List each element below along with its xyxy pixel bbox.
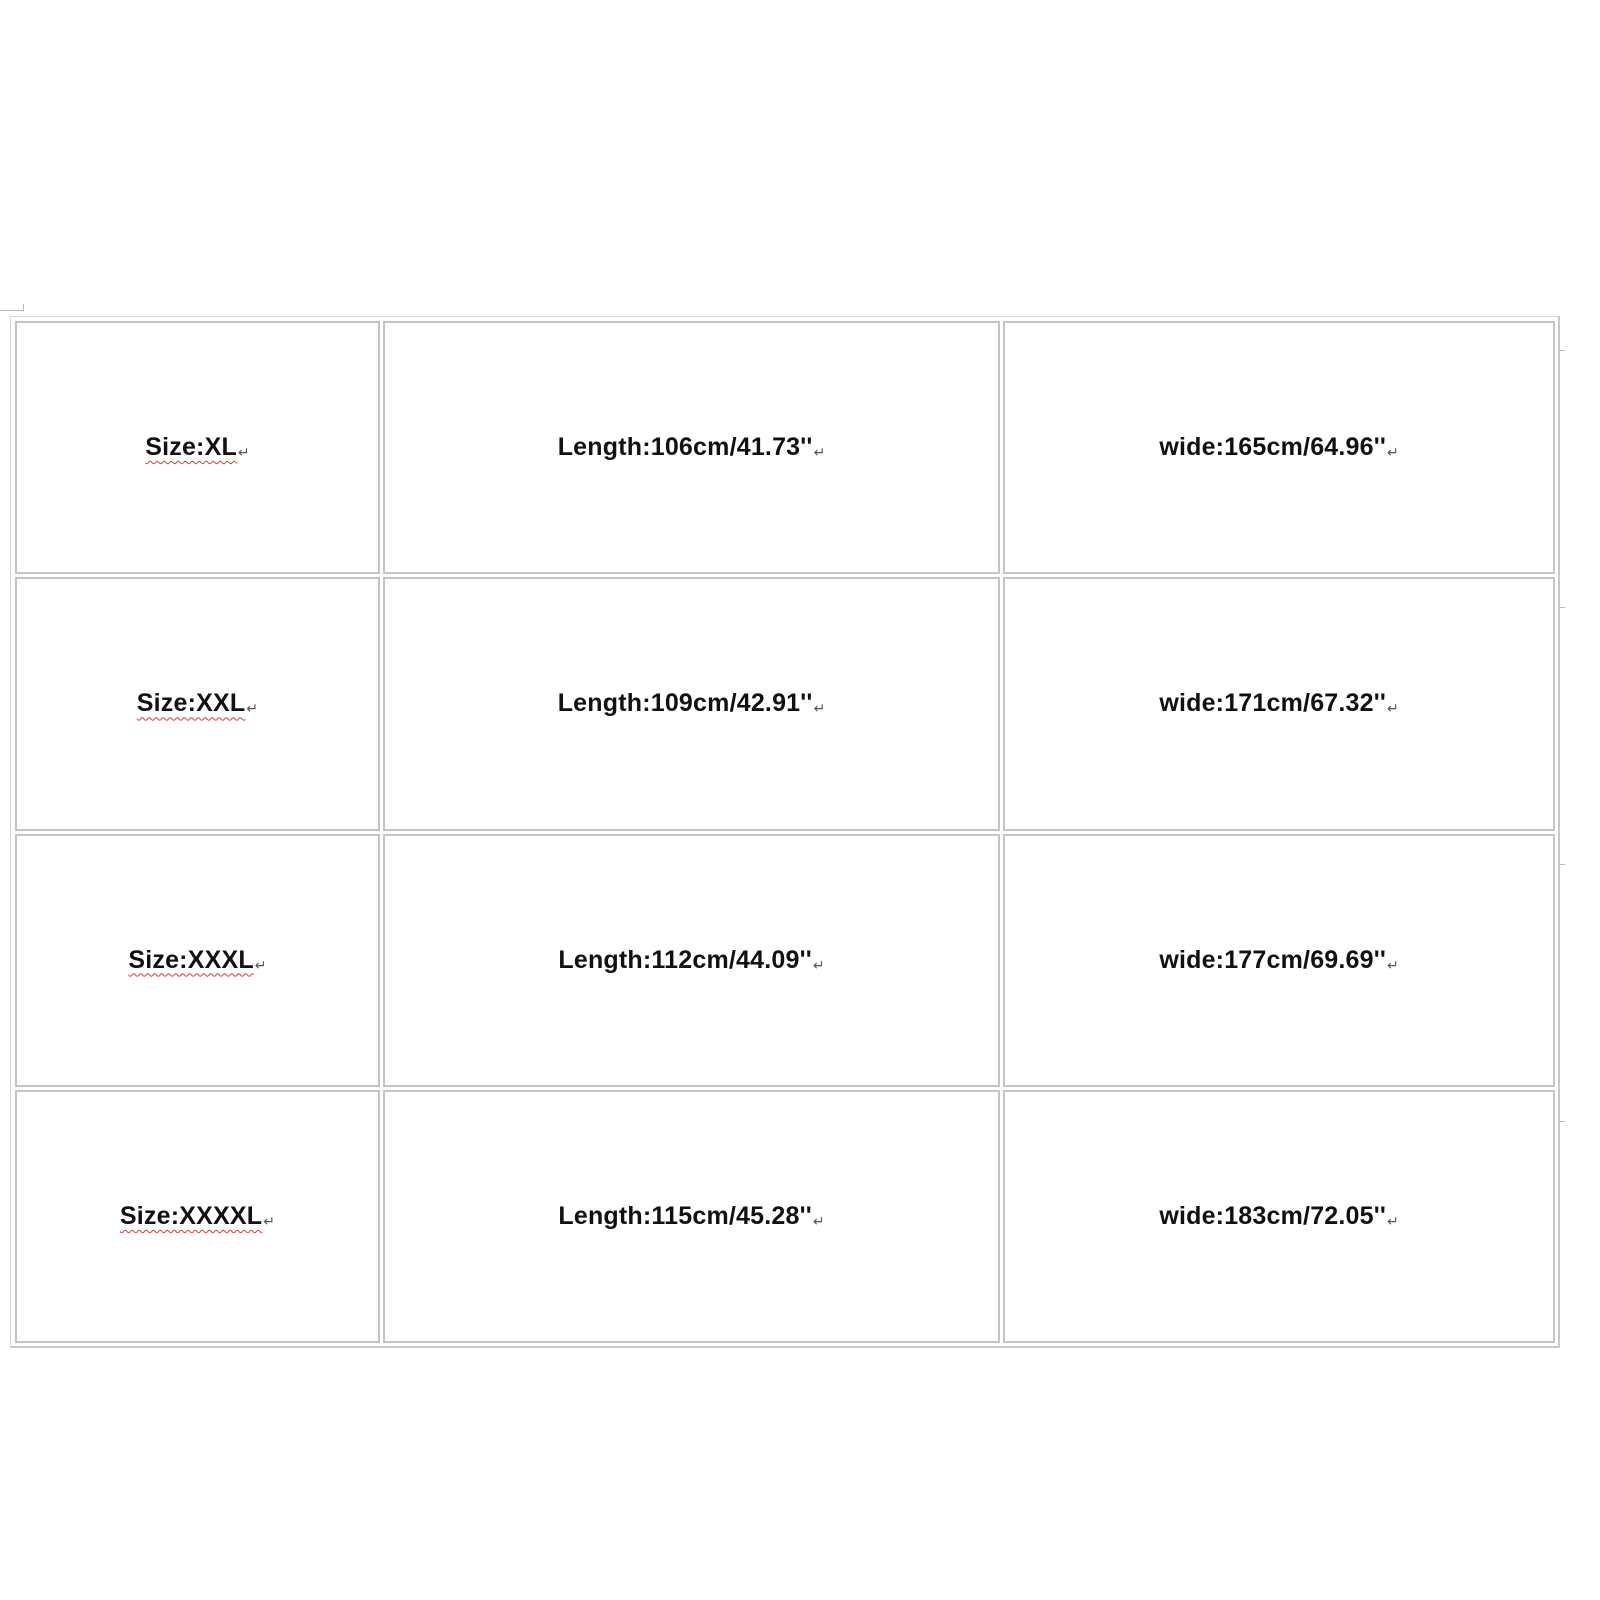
wide-label: wide:183cm/72.05'' <box>1159 1201 1387 1230</box>
size-cell[interactable] <box>15 577 380 830</box>
table-row <box>15 834 1555 1087</box>
paragraph-mark-icon: ↵ <box>254 956 267 973</box>
paragraph-mark-icon: ↵ <box>237 444 250 461</box>
row-edge-tick <box>1560 864 1565 865</box>
length-label: Length:106cm/41.73'' <box>557 433 813 462</box>
length-cell[interactable] <box>383 834 1000 1087</box>
length-cell[interactable] <box>383 1090 1000 1343</box>
size-label: Size:XL <box>145 433 237 462</box>
table-corner-marker <box>0 310 24 311</box>
paragraph-mark-icon: ↵ <box>813 444 826 461</box>
wide-label: wide:165cm/64.96'' <box>1159 433 1387 462</box>
paragraph-mark-icon: ↵ <box>1387 444 1399 461</box>
paragraph-mark-icon: ↵ <box>812 1212 825 1229</box>
paragraph-mark-icon: ↵ <box>1387 700 1399 717</box>
wide-cell[interactable] <box>1003 321 1555 574</box>
table-row <box>15 1090 1555 1343</box>
wide-cell[interactable] <box>1003 577 1555 830</box>
paragraph-mark-icon: ↵ <box>1387 956 1399 973</box>
table-row <box>15 577 1555 830</box>
paragraph-mark-icon: ↵ <box>812 956 825 973</box>
size-label: Size:XXXL <box>128 945 254 974</box>
row-edge-tick <box>1560 350 1565 351</box>
paragraph-mark-icon: ↵ <box>813 700 826 717</box>
length-cell[interactable] <box>383 577 1000 830</box>
wide-label: wide:177cm/69.69'' <box>1159 945 1387 974</box>
length-label: Length:109cm/42.91'' <box>557 689 813 718</box>
length-label: Length:115cm/45.28'' <box>558 1201 812 1230</box>
paragraph-mark-icon: ↵ <box>1387 1212 1399 1229</box>
wide-cell[interactable] <box>1003 1090 1555 1343</box>
length-label: Length:112cm/44.09'' <box>558 945 812 974</box>
table-row <box>15 321 1555 574</box>
paragraph-mark-icon: ↵ <box>246 700 259 717</box>
size-label: Size:XXXXL <box>119 1201 263 1230</box>
length-cell[interactable] <box>383 321 1000 574</box>
size-label: Size:XXL <box>136 689 246 718</box>
size-chart-table <box>12 318 1558 1346</box>
paragraph-mark-icon: ↵ <box>263 1212 275 1229</box>
wide-label: wide:171cm/67.32'' <box>1159 689 1387 718</box>
size-cell[interactable] <box>15 321 380 574</box>
size-cell[interactable] <box>15 1090 380 1343</box>
wide-cell[interactable] <box>1003 834 1555 1087</box>
row-edge-tick <box>1560 1121 1565 1122</box>
size-cell[interactable] <box>15 834 380 1087</box>
row-edge-tick <box>1560 607 1565 608</box>
